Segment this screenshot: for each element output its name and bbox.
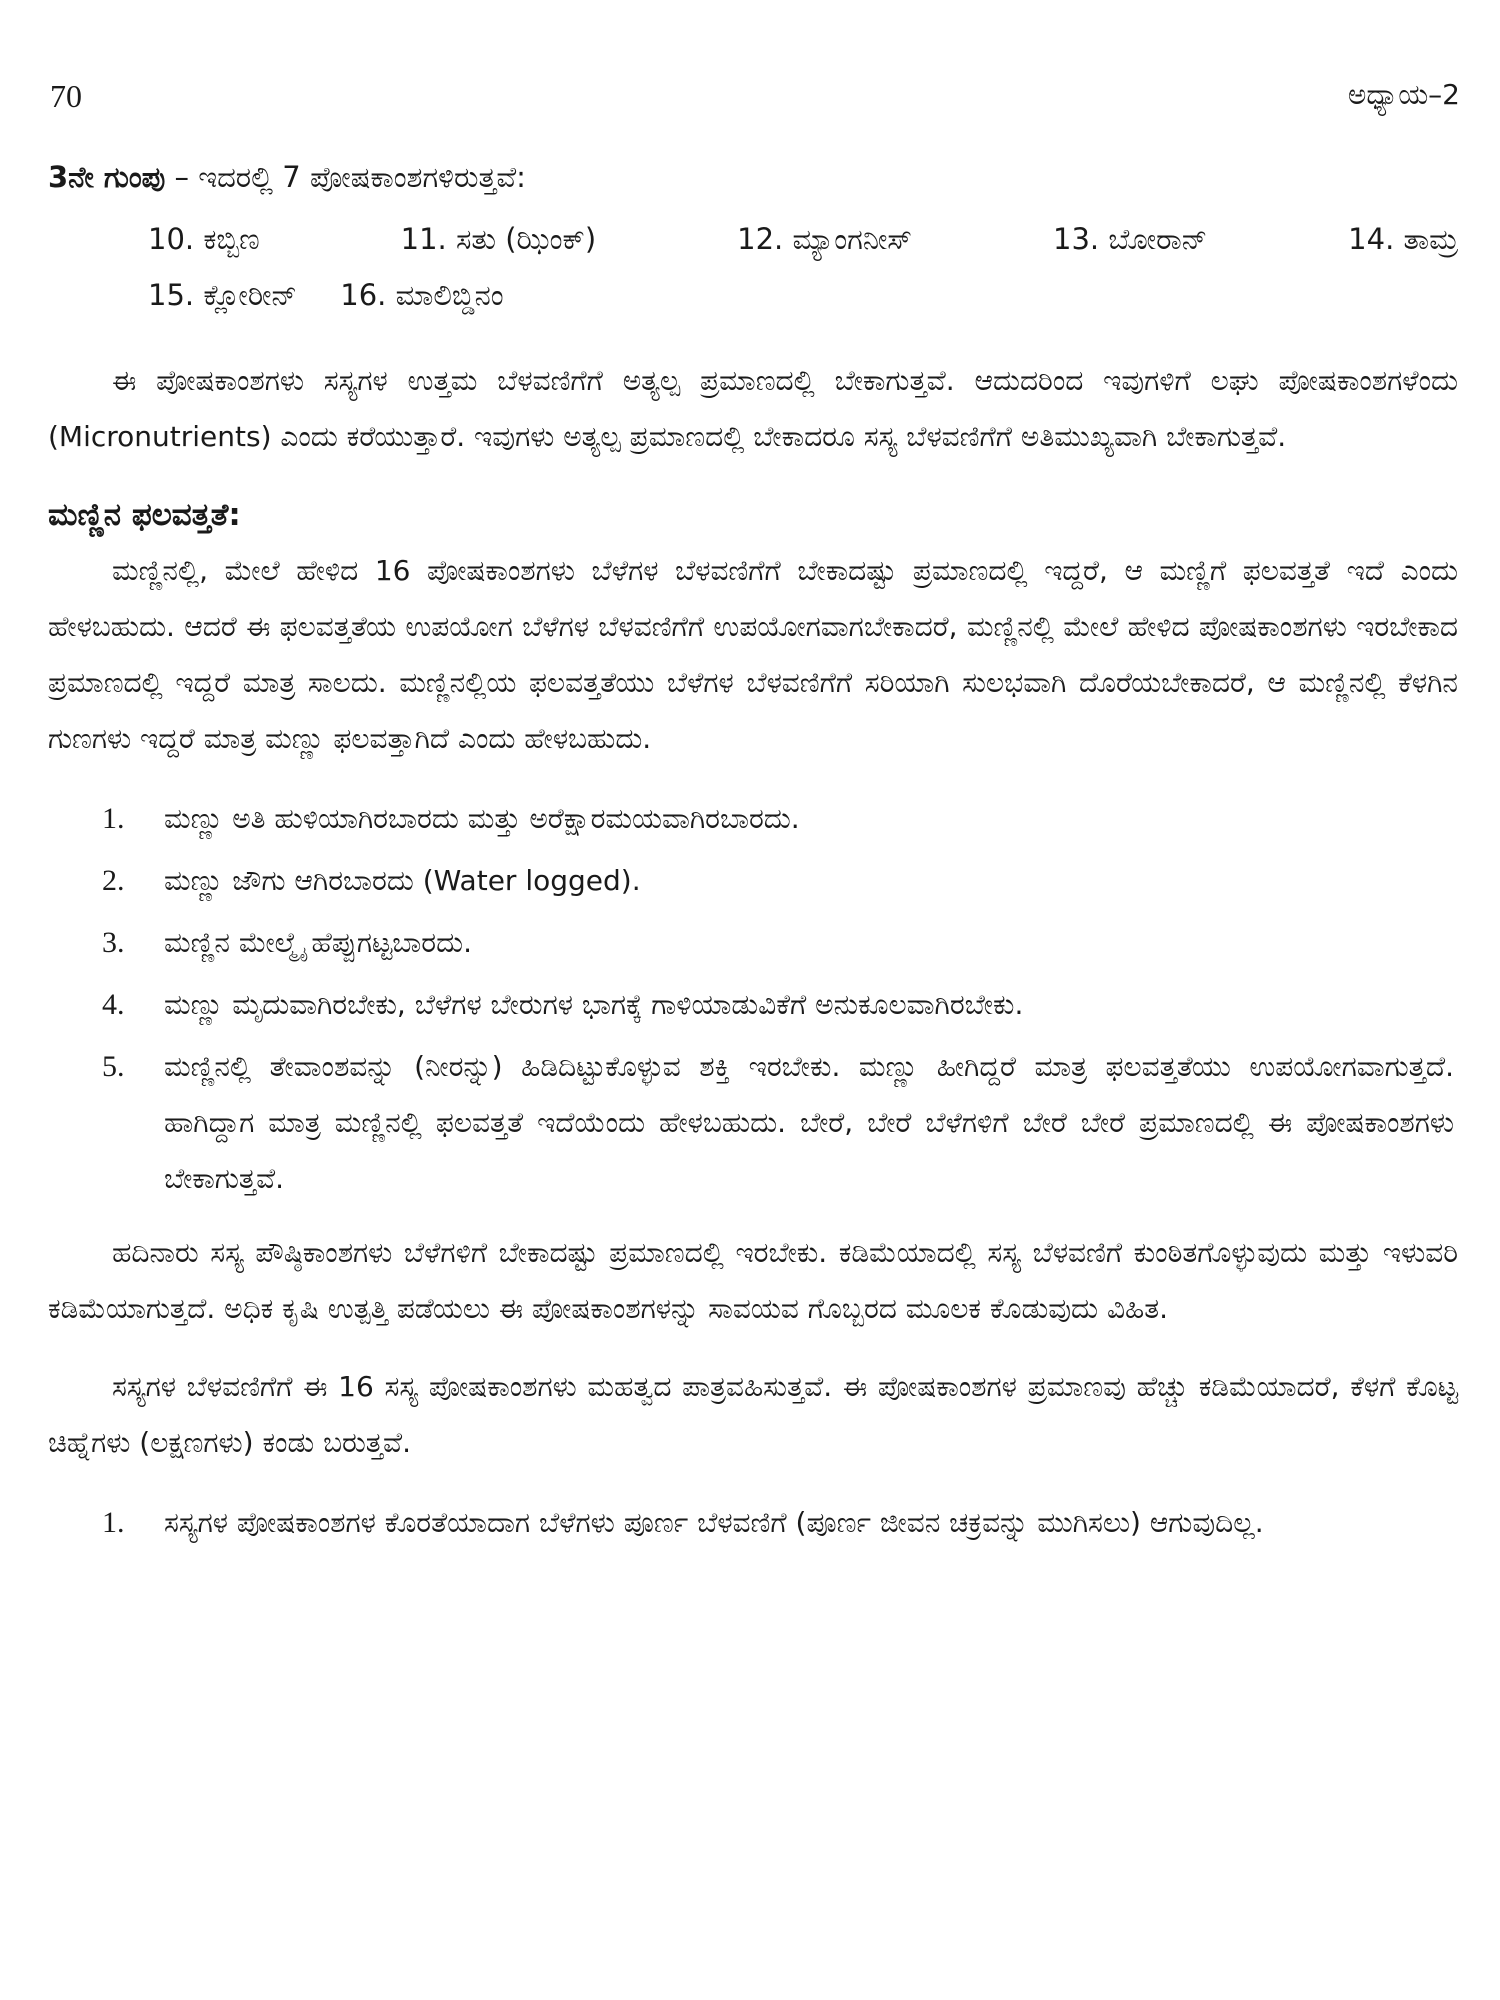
nutrient-item: 13. ಬೋರಾನ್ <box>1053 222 1208 256</box>
nutrient-role-paragraph: ಸಸ್ಯಗಳ ಬೆಳವಣಿಗೆಗೆ ಈ 16 ಸಸ್ಯ ಪೋಷಕಾಂಶಗಳು ಮಹತ್ವದ ಪಾತ್ರವಹಿಸುತ್ತವೆ. ಈ ಪೋಷಕಾಂಶಗಳ ಪ್ರಮಾಣವು ಹೆಚ್ಚು ಕಡಿಮೆಯಾದರೆ, ಕೆಳಗೆ ಕೊಟ್ಟ ಚಿಹ್ನೆಗಳು (ಲಕ್ಷಣಗಳು) ಕಂಡು ಬರುತ್ತವೆ. <box>48 1370 1458 1459</box>
chapter-label: ಅಧ್ಯಾಯ–2 <box>1347 78 1460 111</box>
list-item: 2. ಮಣ್ಣು ಜೌಗು ಆಗಿರಬಾರದು (Water logged). <box>102 864 641 897</box>
nutrient-item: 10. ಕಬ್ಬಿಣ <box>148 222 260 256</box>
fertility-conditions-list <box>48 791 1458 1207</box>
nutrient-item: 15. ಕ್ಲೋರೀನ್ <box>148 278 298 312</box>
list-item: 1. ಸಸ್ಯಗಳ ಪೋಷಕಾಂಶಗಳ ಕೊರತೆಯಾದಾಗ ಬೆಳೆಗಳು ಪೂರ್ಣ ಬೆಳವಣಿಗೆ (ಪೂರ್ಣ ಜೀವನ ಚಕ್ರವನ್ನು ಮುಗಿಸಲು) ಆಗುವುದಿಲ್ಲ. <box>102 1506 1264 1539</box>
fertility-paragraph: ಮಣ್ಣಿನಲ್ಲಿ, ಮೇಲೆ ಹೇಳಿದ 16 ಪೋಷಕಾಂಶಗಳು ಬೆಳೆಗಳ ಬೆಳವಣಿಗೆಗೆ ಬೇಕಾದಷ್ಟು ಪ್ರಮಾಣದಲ್ಲಿ ಇದ್ದರೆ, ಆ ಮಣ್ಣಿಗೆ ಫಲವತ್ತತೆ ಇದೆ ಎಂದು ಹೇಳಬಹುದು. ಆದರೆ ಈ ಫಲವತ್ತತೆಯ ಉಪಯೋಗ ಬೆಳೆಗಳ ಬೆಳವಣಿಗೆಗೆ ಉಪಯೋಗವಾಗಬೇಕಾದರೆ, ಮಣ್ಣಿನಲ್ಲಿ ಮೇಲೆ ಹೇಳಿದ ಪೋಷಕಾಂಶಗಳು ಇರಬೇಕಾದ ಪ್ರಮಾಣದಲ್ಲಿ ಇದ್ದರೆ ಮಾತ್ರ ಸಾಲದು. ಮಣ್ಣಿನಲ್ಲಿಯ ಫಲವತ್ತತೆಯು ಬೆಳೆಗಳ ಬೆಳವಣಿಗೆಗೆ ಸರಿಯಾಗಿ ಸುಲಭವಾಗಿ ದೊರೆಯಬೇಕಾದರೆ, ಆ ಮಣ್ಣಿನಲ್ಲಿ ಕೆಳಗಿನ ಗುಣಗಳು ಇದ್ದರೆ ಮಾತ್ರ ಮಣ್ಣು ಫಲವತ್ತಾಗಿದೆ ಎಂದು ಹೇಳಬಹುದು. <box>48 554 1458 755</box>
nutrient-list <box>148 211 1458 323</box>
nutrient-row-2 <box>148 267 1458 323</box>
nutrient-item: 12. ಮ್ಯಾಂಗನೀಸ್ <box>737 222 913 256</box>
page-header <box>50 78 1460 115</box>
nutrient-item: 16. ಮಾಲಿಬ್ಡಿನಂ <box>340 278 504 312</box>
list-item: 1. ಮಣ್ಣು ಅತಿ ಹುಳಿಯಾಗಿರಬಾರದು ಮತ್ತು ಅರೆಕ್ಷಾರಮಯವಾಗಿರಬಾರದು. <box>102 802 800 835</box>
list-item: 3. ಮಣ್ಣಿನ ಮೇಲ್ಮೈ ಹೆಪ್ಪುಗಟ್ಟಬಾರದು. <box>102 926 472 959</box>
group3-intro: – ಇದರಲ್ಲಿ 7 ಪೋಷಕಾಂಶಗಳಿರುತ್ತವೆ: <box>165 160 526 194</box>
list-item: 5. ಮಣ್ಣಿನಲ್ಲಿ ತೇವಾಂಶವನ್ನು (ನೀರನ್ನು) ಹಿಡಿದಿಟ್ಟುಕೊಳ್ಳುವ ಶಕ್ತಿ ಇರಬೇಕು. ಮಣ್ಣು ಹೀಗಿದ್ದರೆ ಮಾತ್ರ ಫಲವತ್ತತೆಯು ಉಪಯೋಗವಾಗುತ್ತದೆ. ಹಾಗಿದ್ದಾಗ ಮಾತ್ರ ಮಣ್ಣಿನಲ್ಲಿ ಫಲವತ್ತತೆ ಇದೆಯೆಂದು ಹೇಳಬಹುದು. ಬೇರೆ, ಬೇರೆ ಬೆಳೆಗಳಿಗೆ ಬೇರೆ ಬೇರೆ ಪ್ರಮಾಣದಲ್ಲಿ ಈ ಪೋಷಕಾಂಶಗಳು ಬೇಕಾಗುತ್ತವೆ. <box>102 1050 1454 1195</box>
nutrient-item: 11. ಸತು (ಝಿಂಕ್) <box>400 222 597 256</box>
sixteen-nutrients-paragraph: ಹದಿನಾರು ಸಸ್ಯ ಪೌಷ್ಠಿಕಾಂಶಗಳು ಬೆಳೆಗಳಿಗೆ ಬೇಕಾದಷ್ಟು ಪ್ರಮಾಣದಲ್ಲಿ ಇರಬೇಕು. ಕಡಿಮೆಯಾದಲ್ಲಿ ಸಸ್ಯ ಬೆಳವಣಿಗೆ ಕುಂಠಿತಗೊಳ್ಳುವುದು ಮತ್ತು ಇಳುವರಿ ಕಡಿಮೆಯಾಗುತ್ತದೆ. ಅಧಿಕ ಕೃಷಿ ಉತ್ಪತ್ತಿ ಪಡೆಯಲು ಈ ಪೋಷಕಾಂಶಗಳನ್ನು ಸಾವಯವ ಗೊಬ್ಬರದ ಮೂಲಕ ಕೊಡುವುದು ವಿಹಿತ. <box>48 1236 1458 1325</box>
micronutrients-paragraph: ಈ ಪೋಷಕಾಂಶಗಳು ಸಸ್ಯಗಳ ಉತ್ತಮ ಬೆಳವಣಿಗೆಗೆ ಅತ್ಯಲ್ಪ ಪ್ರಮಾಣದಲ್ಲಿ ಬೇಕಾಗುತ್ತವೆ. ಆದುದರಿಂದ ಇವುಗಳಿಗೆ ಲಘು ಪೋಷಕಾಂಶಗಳೆಂದು (Micronutrients) ಎಂದು ಕರೆಯುತ್ತಾರೆ. ಇವುಗಳು ಅತ್ಯಲ್ಪ ಪ್ರಮಾಣದಲ್ಲಿ ಬೇಕಾದರೂ ಸಸ್ಯ ಬೆಳವಣಿಗೆಗೆ ಅತಿಮುಖ್ಯವಾಗಿ ಬೇಕಾಗುತ್ತವೆ. <box>48 364 1458 453</box>
group3-title <box>48 160 1458 195</box>
fertility-heading: ಮಣ್ಣಿನ ಫಲವತ್ತತೆ: <box>48 497 241 533</box>
page-content <box>48 160 1458 1557</box>
list-item: 4. ಮಣ್ಣು ಮೃದುವಾಗಿರಬೇಕು, ಬೆಳೆಗಳ ಬೇರುಗಳ ಭಾಗಕ್ಕೆ ಗಾಳಿಯಾಡುವಿಕೆಗೆ ಅನುಕೂಲವಾಗಿರಬೇಕು. <box>102 988 1024 1021</box>
nutrient-item: 14. ತಾಮ್ರ <box>1348 222 1458 256</box>
page-number: 70 <box>50 78 82 114</box>
symptoms-list <box>48 1495 1458 1551</box>
nutrient-row-1 <box>148 211 1458 267</box>
group3-label: 3ನೇ ಗುಂಪು <box>48 160 166 194</box>
